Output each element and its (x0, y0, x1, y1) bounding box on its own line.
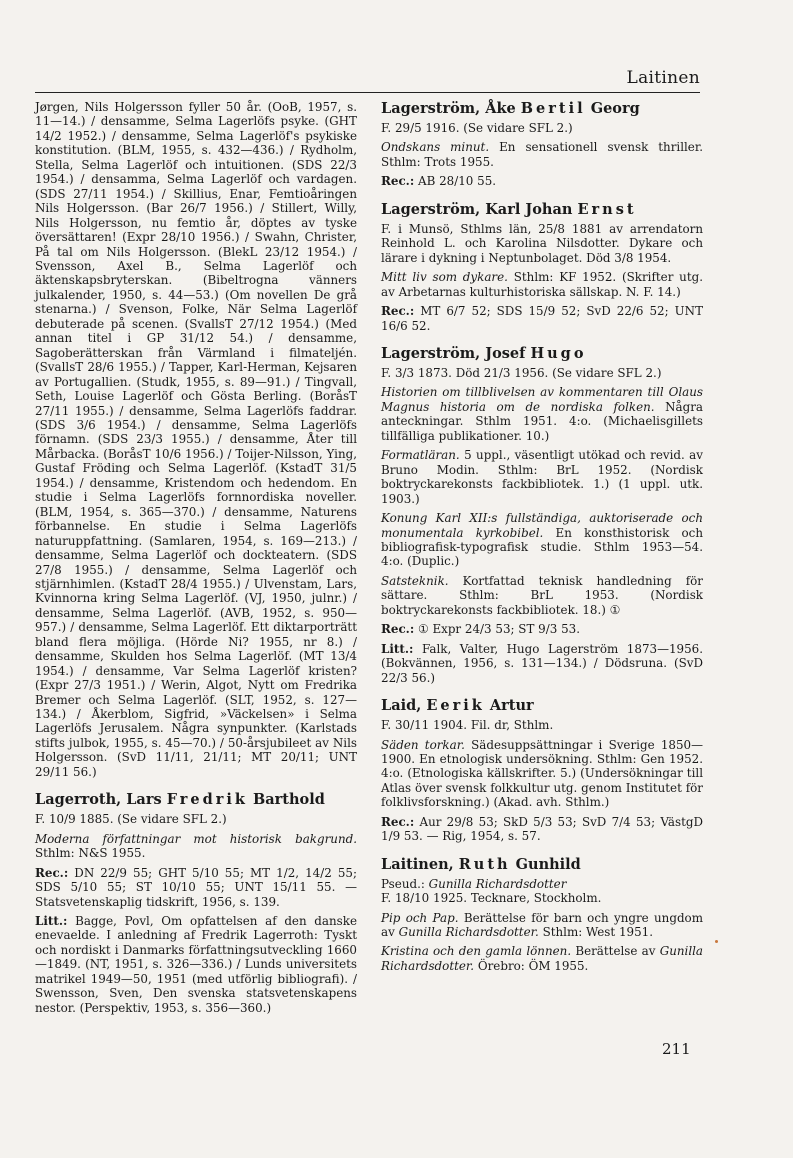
rec-text: Aur 29/8 53; SkD 5/3 53; SvD 7/4 53; VästgD 1/9 53. — Rig, 1954, s. 57. (381, 814, 703, 844)
bio: F. 3/3 1873. Död 21/3 1956. (Se vidare SFL 2.) (381, 365, 662, 380)
right-column (381, 100, 703, 978)
work-text: Berättelse för barn och yngre ungdom av (381, 910, 703, 940)
rec-text: AB 28/10 55. (418, 174, 497, 189)
rec-label: Rec.: (381, 304, 415, 319)
work-title: Konung Karl XII:s fullständiga, auktoriserade och monumentala kyrkobibel. (381, 511, 703, 540)
work-title: Kristina och den gamla lönnen. (381, 944, 572, 959)
surname: Lagerström, Josef (381, 344, 526, 362)
work-title: Moderna författningar mot historisk bakgrund. (35, 831, 357, 846)
work-text: Några anteckningar. Sthlm 1951. 4:o. (Michaelisgillets tillfälliga publikationer. 10.) (381, 399, 703, 443)
surname: Laid, (381, 697, 422, 715)
rec-text: MT 6/7 52; SDS 15/9 52; SvD 22/6 52; UNT 16/6 52. (381, 304, 703, 333)
reviews (381, 815, 703, 844)
work (381, 911, 703, 940)
reviews (381, 622, 703, 636)
work (381, 574, 703, 617)
entry-heading (381, 697, 703, 715)
ink-speck (715, 940, 718, 943)
reviews (381, 304, 703, 333)
rest-name: Artur (489, 697, 534, 715)
work-text: Sthlm: West 1951. (542, 925, 653, 940)
work-title: Mitt liv som dykare. (381, 270, 508, 285)
work (381, 511, 703, 569)
work-title: Historien om tillblivelsen av kommentaren till Olaus Magnus historia om de nordiska folken. (381, 385, 703, 414)
lagerlof-bibliography-continuation: Jørgen, Nils Holgersson fyller 50 år. (OoB, 1957, s. 11—14.) / densamme, Selma Lagerlöfs psyke. (GHT 14/2 1952.) / densamme, Selma Lagerlöf's psykiske konstitution. (BLM, 1955, s. 432—436.) / Rydholm, Stella, Selma Lagerlöf och intuitionen. (SDS 22/3 1954.) / densamma, Selma Lagerlöf och vardagen. (SDS 27/11 1954.) / Skillius, Enar, Femtioåringen Nils Holgersson. (Bar 26/7 1956.) / Stillert, Willy, Nils Holgersson, nu femtio år, döptes av tyske översättaren! (Expr 28/10 1956.) / Swahn, Christer, På tal om Nils Holgersson. (BlekL 23/12 1954.) / Svensson, Axel B., Selma Lagerlöf och äktenskapsbryterskan. (Bibeltrogna vänners julkalender, 1950, s. 44—53.) (Om novellen De grå stenarna.) / Svenson, Folke, När Selma Lagerlöf debuterade på scenen. (SvallsT 27/12 1954.) (Med annan titel i GP 31/12 54.) / densamme, Sagoberätterskan från Värmland i filmateljén. (SvallsT 28/6 1955.) / Tapper, Karl-Herman, Kejsaren av Portugallien. (Studk, 1955, s. 89—91.) / Tingvall, Seth, Louise Lagerlöf och Gösta Berling. (BoråsT 27/11 1955.) / densamme, Selma Lagerlöfs faddrar. (SDS 3/6 1954.) / densamme, Selma Lagerlöfs förnamn. (SDS 23/3 1955.) / densamme, Åter till Mårbacka. (BoråsT 10/6 1956.) / Toijer-Nilsson, Ying, Gustaf Fröding och Selma Lagerlöf. (KstadT 31/5 1954.) / densamme, Kristendom och hedendom. En studie i Selma Lagerlöfs fornnordiska noveller. (BLM, 1954, s. 365—370.) / densamme, Naturens förbannelse. En studie i Selma Lagerlöfs naturuppfattning. (Samlaren, 1954, s. 169—213.) / densamme, Selma Lagerlöf och dockteatern. (SDS 27/8 1955.) / densamme, Selma Lagerlöf och stjärnhimlen. (KstadT 28/4 1955.) / Ulvenstam, Lars, Kvinnorna kring Selma Lagerlöf. (VJ, 1950, julnr.) / densamme, Selma Lagerlöf. (AVB, 1952, s. 950—957.) / densamme, Selma Lagerlöf. Ett diktarporträtt bland flera möjliga. (Hörde Ni? 1955, nr 8.) / densamme, Skulden hos Selma Lagerlöf. (MT 13/4 1954.) / densamme, Var Selma Lagerlöf kristen? (Expr 27/3 1951.) / Werin, Algot, Nytt om Fredrika Bremer och Selma Lagerlöf. (SLT, 1952, s. 127—134.) / Åkerblom, Sigfrid, »Väckelsen» i Selma Lagerlöfs Jerusalem. Några synpunkter. (Karlstads stifts julbok, 1955, s. 45—70.) / 50-årsjubileet av Nils Holgersson. (SvD 11/11, 21/11; MT 20/11; UNT 29/11 56.) (35, 100, 357, 779)
work (381, 385, 703, 443)
litt-text: Bagge, Povl, Om opfattelsen af den danske enevaelde. I anledning af Fredrik Lagerroth: Tyskt och nordiskt i Danmarks författningsutveckling 1660—1849. (NT, 1951, s. 326—336.) / Lunds universitets matrikel 1949—50, 1951 (med utförlig bibliografi). / Swensson, Sven, Den svenska statsvetenskapens nestor. (Perspektiv, 1953, s. 356—360.) (35, 914, 358, 1015)
entry-heading (381, 100, 703, 118)
spaced-name: Fredrik (166, 791, 248, 809)
litt-label: Litt.: (35, 914, 68, 929)
entry-laid (381, 697, 703, 844)
rec-text: ① Expr 24/3 53; ST 9/3 53. (418, 622, 580, 637)
work-pub: Sthlm: N&S 1955. (35, 846, 146, 861)
surname: Lagerström, Karl Johan (381, 200, 573, 218)
rec-text: DN 22/9 55; GHT 5/10 55; MT 1/2, 14/2 55; SDS 5/10 55; ST 10/10 55; UNT 15/11 55. — Statsvetenskaplig tidskrift, 1956, s. 139. (35, 865, 358, 909)
work-title: Säden torkar. (381, 737, 465, 752)
work-text: Kortfattad teknisk handledning för sättare. Sthlm: BrL 1953. (Nordisk boktryckarekonsts fackbibliotek. 18.) ① (381, 573, 703, 617)
bio: F. i Munsö, Sthlms län, 25/8 1881 av arrendatorn Reinhold L. och Karolina Nilsdotter. Dykare och lärare i dykning i Neptunbolaget. Död 3/8 1954. (381, 221, 703, 265)
litt-label: Litt.: (381, 641, 414, 656)
litt-text: Falk, Valter, Hugo Lagerström 1873—1956. (Bokvännen, 1956, s. 131—134.) / Dödsruna. (SvD 22/3 56.) (381, 641, 704, 685)
work-title: Satsteknik. (381, 573, 449, 588)
work-text: 5 uppl., väsentligt utökad och revid. av Bruno Modin. Sthlm: BrL 1952. (Nordisk boktryckarekonsts fackbibliotek. 1.) (1 uppl. utk. 1903.) (381, 448, 703, 506)
left-column (35, 100, 357, 1020)
work-author: Gunilla Richardsdotter. (398, 925, 539, 940)
reviews (35, 866, 357, 909)
surname: Laitinen, (381, 855, 454, 873)
work-text: En sensationell svensk thriller. Sthlm: Trots 1955. (381, 140, 703, 169)
work (381, 140, 703, 169)
work-author: Gunilla Richardsdotter. (381, 944, 704, 973)
reviews (381, 174, 703, 188)
spaced-name: Ernst (577, 200, 637, 218)
literature (35, 914, 357, 1015)
rest-name: Georg (590, 100, 640, 117)
pseud-label: Pseud.: (381, 876, 425, 891)
spaced-name: Bertil (520, 100, 586, 117)
work (381, 944, 703, 973)
work (35, 832, 357, 861)
literature (381, 642, 703, 685)
bio: F. 10/9 1885. (Se vidare SFL 2.) (35, 812, 227, 827)
pseud-name: Gunilla Richardsdotter (428, 876, 567, 891)
entry-lagerroth (35, 791, 357, 1015)
work-text: Berättelse av (575, 944, 656, 959)
entry-karl-lagerstrom (381, 201, 703, 333)
rec-label: Rec.: (35, 865, 69, 880)
entry-heading (381, 856, 703, 874)
rec-label: Rec.: (381, 174, 415, 189)
entry-ake-lagerstrom (381, 100, 703, 189)
work-text: Sthlm: KF 1952. (Skrifter utg. av Arbetarnas kulturhistoriska sällskap. N. F. 14.) (381, 270, 704, 299)
page-number: 211 (662, 1040, 691, 1058)
surname: Lagerström, Åke (381, 100, 516, 117)
entry-heading (35, 791, 357, 809)
rest-name: Gunhild (515, 855, 581, 873)
entry-laitinen (381, 856, 703, 974)
work-title: Pip och Pap. (381, 910, 459, 925)
page-header (35, 66, 700, 93)
bio: F. 18/10 1925. Tecknare, Stockholm. (381, 891, 602, 906)
entry-heading (381, 345, 703, 363)
entry-josef-lagerstrom (381, 345, 703, 685)
running-head: Laitinen (626, 68, 700, 88)
surname: Lagerroth, Lars (35, 791, 162, 809)
work-text: Sädesuppsättningar i Sverige 1850—1900. En etnologisk undersökning. Sthlm: Gen 1952. 4:o. (Etnologiska källskrifter. 5.) (Undersökningar till Atlas över svensk folkkultur utg. genom Institutet för folklivsforskning.) (Akad. avh. Sthlm.) (381, 737, 704, 810)
rec-label: Rec.: (381, 814, 415, 829)
pseudonym (381, 877, 703, 891)
rest-name: Barthold (253, 791, 325, 809)
bio: F. 29/5 1916. (Se vidare SFL 2.) (381, 121, 573, 135)
work-title: Ondskans minut. (381, 140, 490, 155)
bio: F. 30/11 1904. Fil. dr, Sthlm. (381, 718, 554, 733)
work (381, 448, 703, 506)
work (381, 270, 703, 299)
work (381, 738, 703, 810)
work-text: En konsthistorisk och bibliografisk-typografisk studie. Sthlm 1953—54. 4:o. (Duplic.) (381, 525, 703, 569)
spaced-name: Hugo (530, 344, 587, 362)
spaced-name: Eerik (426, 697, 485, 715)
work-title: Formatläran. (381, 448, 460, 463)
spaced-name: Ruth (458, 855, 511, 873)
rec-label: Rec.: (381, 622, 415, 637)
entry-heading (381, 201, 703, 219)
work-text: Örebro: ÖM 1955. (477, 958, 589, 973)
